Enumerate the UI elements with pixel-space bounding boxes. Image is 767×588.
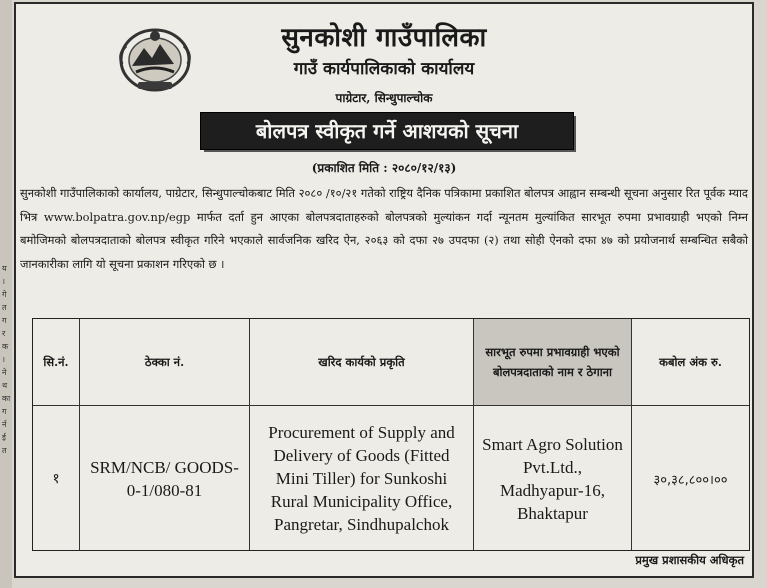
header-nature: खरिद कार्यको प्रकृति: [318, 355, 405, 369]
edge-text: य । गे त ग र क । ने थ का ग र्न ई त: [2, 264, 11, 455]
notice-box: [14, 2, 754, 578]
published-date: (प्रकाशित मिति : २०८०/१२/१३): [311, 161, 457, 175]
header-contract-no: ठेक्का नं.: [144, 355, 185, 369]
award-table: [32, 318, 750, 551]
cell-contract-no: SRM/NCB/ GOODS-0-1/080-81: [90, 457, 239, 500]
header-bidder: सारभूत रुपमा प्रभावग्राही भएको बोलपत्रदाताको नाम र ठेगाना: [474, 319, 631, 405]
office-address: पाग्रेटार, सिन्धुपाल्चोक: [335, 91, 433, 105]
header-sn: सि.नं.: [43, 355, 69, 369]
cell-sn: १: [52, 471, 60, 487]
cell-amount: ३०,३८,८००।००: [653, 472, 728, 488]
signatory-title: प्रमुख प्रशासकीय अधिकृत: [635, 553, 744, 567]
notice-body: सुनकोशी गाउँपालिकाको कार्यालय, पाग्रेटार, सिन्धुपाल्चोकबाट मिति २०८० /१०/२१ गतेको राष्ट्रिय दैनिक पत्रिकामा प्रकाशित बोलपत्र आह्वान सम्बन्धी सूचना अनुसार रित पूर्वक म्याद भित्र www.bolpatra.gov.np/egp मार्फत दर्ता हुन आएका बोलपत्रदाताहरुको बोलपत्रको मुल्यांकन गर्दा न्यूनतम मुल्यांकित सारभूत रुपमा प्रभावग्राही भएको निम्न बमोजिमको बोलपत्रदाताको बोलपत्र स्वीकृत गरिने भएकाले सार्वजनिक खरिद ऐन, २०६३ को दफा २७ उपदफा (२) तथा सोही ऐनको दफा ४७ को प्रयोजनार्थ सम्बन्धित सबैको जानकारीका लागि यो सूचना प्रकाशन गरिएको छ ।: [20, 186, 749, 271]
municipality-name: सुनकोशी गाउँपालिका: [281, 23, 487, 53]
notice-title: बोलपत्र स्वीकृत गर्ने आशयको सूचना: [200, 112, 574, 150]
cell-bidder: Smart Agro Solution Pvt.Ltd., Madhyapur-16, Bhaktapur: [482, 434, 623, 523]
adjacent-page-edge: [0, 0, 12, 588]
office-name: गाउँ कार्यपालिकाको कार्यालय: [293, 59, 475, 79]
cell-nature: Procurement of Supply and Delivery of Goods (Fitted Mini Tiller) for Sunkoshi Rural Municipality Office, Pangretar, Sindhupalchok: [268, 423, 455, 534]
header-amount: कबोल अंक रु.: [659, 355, 722, 369]
